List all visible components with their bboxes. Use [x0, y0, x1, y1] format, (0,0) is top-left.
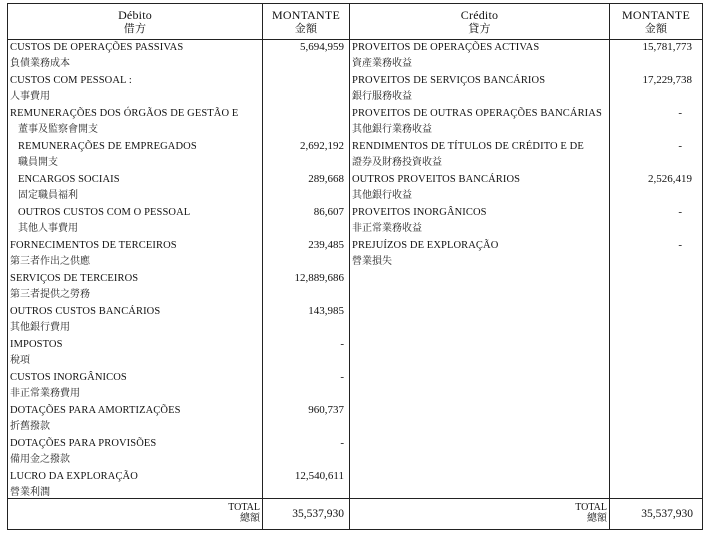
debit-item-amount: 960,737 [308, 404, 344, 416]
debit-item-label: FORNECIMENTOS DE TERCEIROS [10, 240, 177, 251]
debit-item-label-zh: 備用金之撥款 [10, 454, 70, 465]
debit-item-label: REMUNERAÇÕES DE EMPREGADOS [18, 141, 197, 152]
credit-item-label: PROVEITOS INORGÂNICOS [352, 207, 487, 218]
left-amount-header-zh: 金額 [294, 22, 318, 35]
debit-item-label-zh: 負債業務成本 [10, 58, 70, 69]
credit-item-amount: 15,781,773 [642, 41, 692, 53]
credit-item-label-zh: 其他銀行業務收益 [352, 124, 432, 135]
debit-header [8, 8, 262, 36]
credit-item-amount: - [678, 107, 682, 119]
debit-item-amount: 239,485 [308, 239, 344, 251]
credit-item-label: PROVEITOS DE OUTRAS OPERAÇÕES BANCÁRIAS [352, 108, 602, 119]
right-total-label [500, 502, 607, 524]
left-total-label-zh: 總額 [240, 513, 260, 524]
debit-item-label: REMUNERAÇÕES DOS ÓRGÃOS DE GESTÃO E [10, 108, 239, 119]
left-amount-header [263, 8, 349, 36]
credit-item-label: PROVEITOS DE OPERAÇÕES ACTIVAS [352, 42, 540, 53]
debit-item-label: CUSTOS DE OPERAÇÕES PASSIVAS [10, 42, 184, 53]
left-amount-header-pt: MONTANTE [272, 8, 340, 22]
debit-item-amount: 12,540,611 [294, 470, 344, 482]
debit-item-amount: - [340, 338, 344, 350]
credit-item-amount: 2,526,419 [648, 173, 692, 185]
left-total-amount: 35,537,930 [292, 508, 344, 520]
debit-item-amount: 12,889,686 [294, 272, 344, 284]
credit-header-pt: Crédito [460, 8, 499, 22]
credit-item-amount: - [678, 140, 682, 152]
debit-item-label-zh: 固定職員福利 [18, 190, 78, 201]
credit-item-label-zh: 非正常業務收益 [352, 223, 422, 234]
debit-item-label-zh: 其他銀行費用 [10, 322, 70, 333]
right-total-label-pt: TOTAL [575, 502, 607, 513]
debit-item-label-zh: 董事及監察會開支 [18, 124, 98, 135]
debit-item-amount: 143,985 [308, 305, 344, 317]
debit-item-label-zh: 職員開支 [18, 157, 58, 168]
debit-item-label: ENCARGOS SOCIAIS [18, 174, 120, 185]
debit-item-label-zh: 第三者提供之勞務 [10, 289, 90, 300]
debit-item-label: CUSTOS INORGÂNICOS [10, 372, 127, 383]
debit-item-label-zh: 折舊撥款 [10, 421, 50, 432]
debit-item-label: DOTAÇÕES PARA PROVISÕES [10, 438, 157, 449]
credit-item-amount: - [678, 239, 682, 251]
center-column-border [349, 3, 350, 530]
debit-header-zh: 借方 [123, 22, 147, 35]
debit-item-label: OUTROS CUSTOS COM O PESSOAL [18, 207, 191, 218]
debit-item-amount: 5,694,959 [300, 41, 344, 53]
left-total-divider [7, 498, 351, 499]
debit-item-amount: - [340, 437, 344, 449]
credit-item-label-zh: 資產業務收益 [352, 58, 412, 69]
right-total-amount: 35,537,930 [641, 508, 693, 520]
credit-item-label: PREJUÍZOS DE EXPLORAÇÃO [352, 240, 499, 251]
header-divider [7, 39, 703, 40]
right-total-label-zh: 總額 [587, 513, 607, 524]
left-total-label [160, 502, 260, 524]
debit-item-amount: - [340, 371, 344, 383]
debit-item-label: IMPOSTOS [10, 339, 63, 350]
credit-item-label-zh: 證券及財務投資收益 [352, 157, 442, 168]
left-amount-column-border [262, 3, 263, 530]
debit-item-label-zh: 營業利潤 [10, 487, 50, 498]
debit-item-label: DOTAÇÕES PARA AMORTIZAÇÕES [10, 405, 181, 416]
debit-item-amount: 289,668 [308, 173, 344, 185]
debit-item-label: LUCRO DA EXPLORAÇÃO [10, 471, 138, 482]
credit-item-label-zh: 營業損失 [352, 256, 392, 267]
credit-item-label: RENDIMENTOS DE TÍTULOS DE CRÉDITO E DE [352, 141, 584, 152]
debit-item-label-zh: 稅項 [10, 355, 30, 366]
credit-item-amount: - [678, 206, 682, 218]
credit-header [350, 8, 609, 36]
debit-header-pt: Débito [118, 8, 152, 22]
debit-item-amount: 2,692,192 [300, 140, 344, 152]
credit-item-label: OUTROS PROVEITOS BANCÁRIOS [352, 174, 521, 185]
debit-item-label-zh: 其他人事費用 [18, 223, 78, 234]
right-amount-header-pt: MONTANTE [622, 8, 690, 22]
left-total-label-pt: TOTAL [228, 502, 260, 513]
credit-header-zh: 貸方 [468, 22, 491, 35]
right-amount-header-zh: 金額 [644, 22, 668, 35]
credit-item-label-zh: 銀行服務收益 [352, 91, 412, 102]
debit-item-label-zh: 第三者作出之供應 [10, 256, 90, 267]
credit-item-label-zh: 其他銀行收益 [352, 190, 412, 201]
credit-item-label: PROVEITOS DE SERVIÇOS BANCÁRIOS [352, 75, 546, 86]
debit-item-amount: 86,607 [313, 206, 344, 218]
debit-item-label: CUSTOS COM PESSOAL : [10, 75, 132, 86]
debit-item-label-zh: 非正常業務費用 [10, 388, 80, 399]
debit-item-label-zh: 人事費用 [10, 91, 50, 102]
right-total-divider [350, 498, 703, 499]
credit-item-amount: 17,229,738 [642, 74, 692, 86]
right-amount-header [610, 8, 702, 36]
debit-item-label: SERVIÇOS DE TERCEIROS [10, 273, 139, 284]
debit-item-label: OUTROS CUSTOS BANCÁRIOS [10, 306, 161, 317]
